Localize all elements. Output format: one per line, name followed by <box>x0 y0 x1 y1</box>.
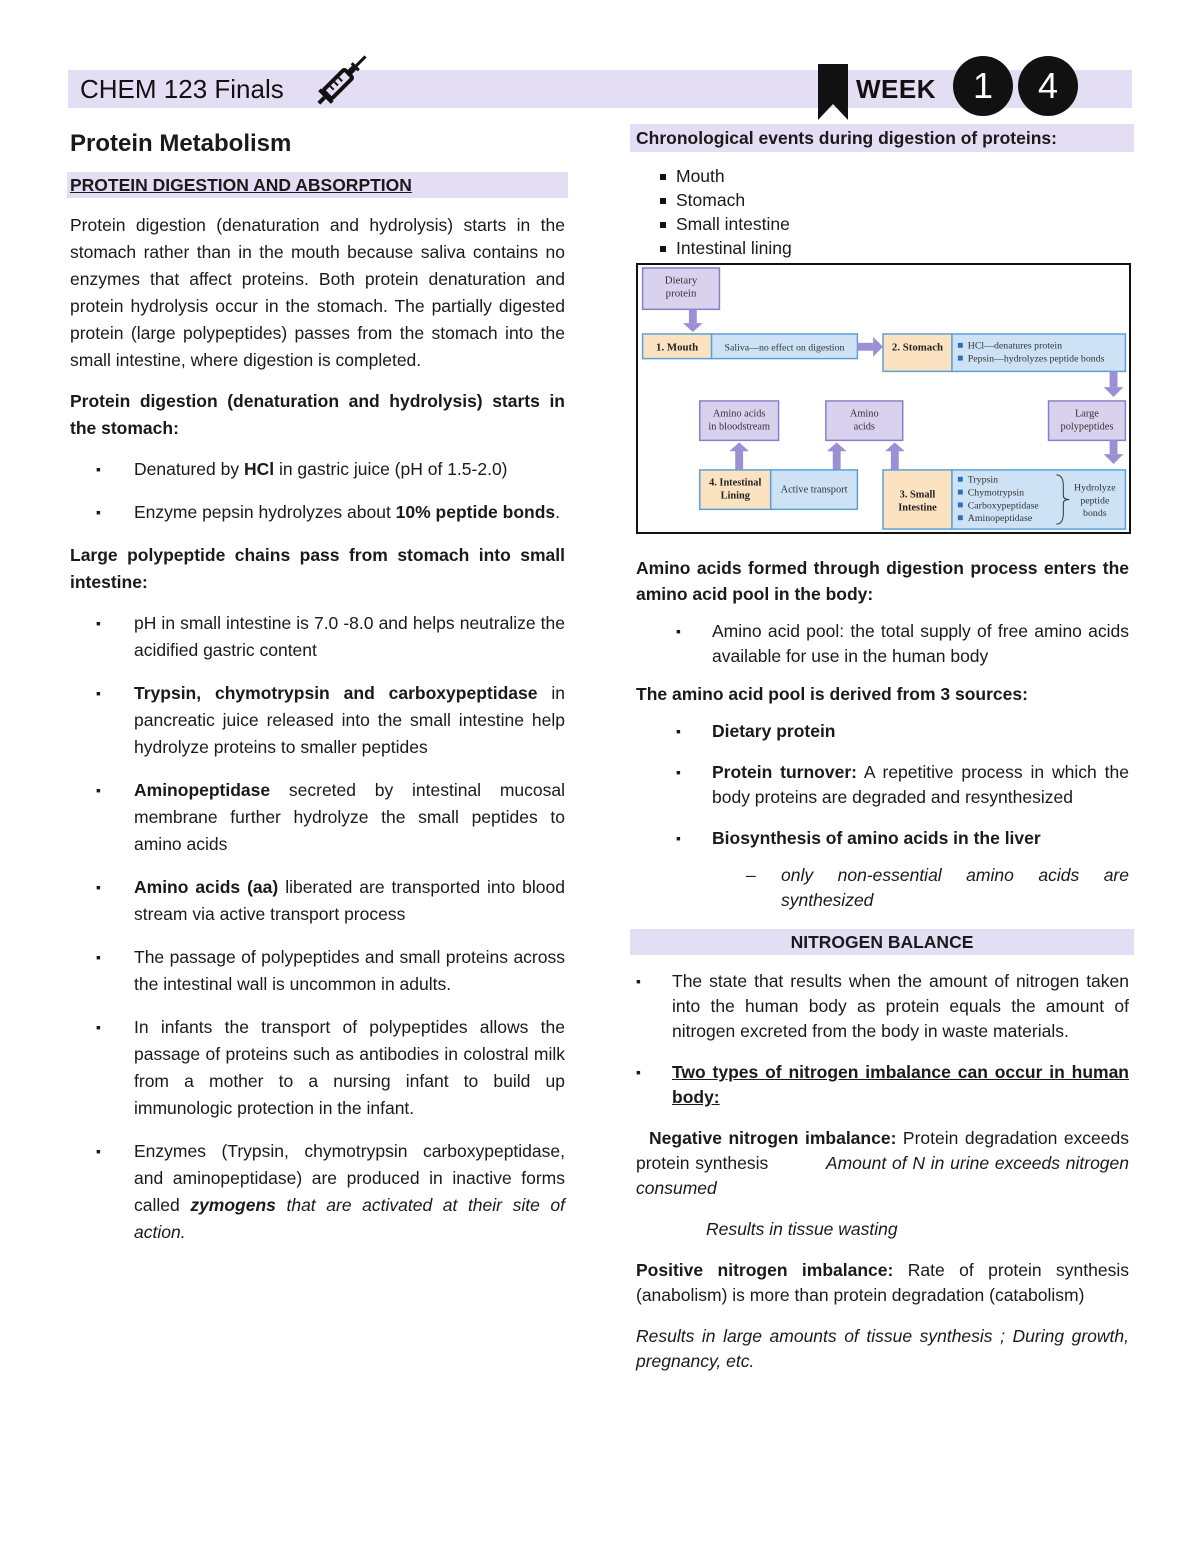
bullet-icon: ▪ <box>96 1143 101 1159</box>
intro-paragraph: Protein digestion (denaturation and hydrolysis) starts in the stomach rather than in the mouth because saliva contains no enzymes that affect proteins. Both protein denaturation and protein hydrolysis occur in the stomach. The partially digested protein (large polypeptides) passes from the stomach into the small intestine, where digestion is completed. <box>70 215 565 370</box>
course-title: CHEM 123 Finals <box>80 74 284 104</box>
left-column <box>70 128 565 1262</box>
stomach-note-1: HCl—denatures protein <box>967 340 1063 352</box>
bullet-icon: ▪ <box>636 1064 641 1080</box>
stomach-note-2: Pepsin—hydrolyzes peptide bonds <box>967 353 1105 365</box>
nitrogen-list <box>636 969 1129 1110</box>
saliva-label: Saliva—no effect on digestion <box>724 342 845 354</box>
week-digit-1: 1 <box>953 56 1013 116</box>
list-item: Mouth <box>660 164 1129 188</box>
pool-heading: Amino acids formed through digestion process enters the amino acid pool in the body: <box>636 558 1129 604</box>
right-column-top <box>636 124 1129 260</box>
small-label-2: Intestine <box>898 502 937 514</box>
hydrolyze-1: Hydrolyze <box>1074 482 1116 494</box>
aa-label-1: Amino <box>849 408 879 420</box>
dietary-label-2: protein <box>665 287 697 300</box>
nitrogen-balance-heading: NITROGEN BALANCE <box>630 929 1134 955</box>
stomach-label: 2. Stomach <box>891 341 944 354</box>
week-digit-2: 4 <box>1018 56 1078 116</box>
small-label-1: 3. Small <box>899 489 936 501</box>
aa-label-2: acids <box>853 421 875 433</box>
list-item: ▪ pH in small intestine is 7.0 -8.0 and helps neutralize the acidified gastric content <box>70 610 565 664</box>
intestine-heading: Large polypeptide chains pass from stomach into small intestine: <box>70 545 565 592</box>
bullet-icon <box>660 246 666 252</box>
hydrolyze-3: bonds <box>1083 508 1107 520</box>
list-item: ▪ Two types of nitrogen imbalance can occur in human body: <box>636 1062 1129 1107</box>
bullet-icon: ▪ <box>96 685 101 701</box>
list-item: ▪ Denatured by HCl in gastric juice (pH of 1.5-2.0) <box>70 456 565 483</box>
lining-label-1: 4. Intestinal <box>709 477 762 489</box>
active-transport-label: Active transport <box>780 484 848 496</box>
enzyme-4: Aminopeptidase <box>967 513 1033 525</box>
list-item: ▪ Enzymes (Trypsin, chymotrypsin carboxypeptidase, and aminopeptidase) are produced in inactive forms called zymogens that are activated at their site of action. <box>70 1138 565 1246</box>
list-item: ▪ Amino acid pool: the total supply of free amino acids available for use in the human body <box>676 621 1129 666</box>
bullet-icon: ▪ <box>676 764 681 780</box>
mouth-label: 1. Mouth <box>656 341 699 354</box>
negative-imbalance: Negative nitrogen imbalance: Protein degradation exceeds protein synthesis Amount of N in urine exceeds nitrogen consumed <box>636 1128 1130 1198</box>
bullet-icon: ▪ <box>96 782 101 798</box>
intestine-list <box>70 610 565 1246</box>
list-item: ▪ Biosynthesis of amino acids in the liver <box>636 826 1129 851</box>
bullet-icon: ▪ <box>96 949 101 965</box>
enzyme-1: Trypsin <box>967 474 999 486</box>
sources-heading: The amino acid pool is derived from 3 sources: <box>636 684 1028 704</box>
list-item: ▪ The passage of polypeptides and small proteins across the intestinal wall is uncommon in adults. <box>70 944 565 998</box>
sources-list <box>636 719 1129 851</box>
page-title: Protein Metabolism <box>70 130 292 157</box>
digestion-diagram <box>636 263 1131 534</box>
hydrolyze-2: peptide <box>1080 495 1110 507</box>
bookmark-icon <box>816 64 850 120</box>
dash-icon: – <box>746 865 756 885</box>
bullet-icon: ▪ <box>676 623 681 639</box>
negative-result: Results in tissue wasting <box>706 1219 898 1239</box>
positive-imbalance: Positive nitrogen imbalance: Rate of protein synthesis (anabolism) is more than protein degradation (catabolism) <box>636 1260 1129 1305</box>
section-heading: PROTEIN DIGESTION AND ABSORPTION <box>67 172 568 198</box>
stomach-heading: Protein digestion (denaturation and hydrolysis) starts in the stomach: <box>70 391 565 438</box>
list-item: ▪ Enzyme pepsin hydrolyzes about 10% peptide bonds. <box>70 499 565 526</box>
stomach-list <box>70 456 565 526</box>
events-heading: Chronological events during digestion of proteins: <box>630 124 1134 152</box>
positive-result: Results in large amounts of tissue synthesis ; During growth, pregnancy, etc. <box>636 1326 1129 1371</box>
bullet-icon: ▪ <box>96 1019 101 1035</box>
bullet-icon: ▪ <box>636 973 641 989</box>
bullet-icon <box>660 174 666 180</box>
list-item: ▪ Protein turnover: A repetitive process in which the body proteins are degraded and resynthesized <box>676 762 1129 807</box>
list-item: ▪ In infants the transport of polypeptides allows the passage of proteins such as antibodies in colostral milk from a mother to a nursing infant to build up immunologic protection in the infant. <box>70 1014 565 1122</box>
list-item: Stomach <box>660 188 1129 212</box>
bullet-icon <box>660 222 666 228</box>
list-item: ▪ Dietary protein <box>636 719 1129 744</box>
list-item: ▪ Amino acids (aa) liberated are transported into blood stream via active transport process <box>70 874 565 928</box>
list-item: Intestinal lining <box>660 236 1129 260</box>
enzyme-2: Chymotrypsin <box>967 487 1025 499</box>
sub-item: – only non-essential amino acids are synthesized <box>746 865 1129 910</box>
right-column-bottom <box>636 555 1129 1390</box>
pool-list <box>636 619 1129 669</box>
aa-blood-label-2: in bloodstream <box>708 421 770 433</box>
events-list <box>660 164 1129 260</box>
bullet-icon: ▪ <box>96 461 101 477</box>
large-poly-label-1: Large <box>1074 408 1099 420</box>
aa-blood-label-1: Amino acids <box>712 408 766 420</box>
list-item: ▪ The state that results when the amount of nitrogen taken into the human body as protein equals the amount of nitrogen excreted from the body in waste materials. <box>636 971 1129 1041</box>
bullet-icon: ▪ <box>676 723 681 739</box>
enzyme-3: Carboxypeptidase <box>967 500 1039 512</box>
lining-label-2: Lining <box>720 490 750 502</box>
syringe-icon <box>312 44 378 110</box>
list-item: ▪ Trypsin, chymotrypsin and carboxypeptidase in pancreatic juice released into the small intestine help hydrolyze proteins to smaller peptides <box>70 680 565 761</box>
list-item: ▪ Aminopeptidase secreted by intestinal mucosal membrane further hydrolyze the small peptides to amino acids <box>70 777 565 858</box>
large-poly-label-2: polypeptides <box>1060 421 1114 433</box>
bullet-icon <box>660 198 666 204</box>
list-item: Small intestine <box>660 212 1129 236</box>
bullet-icon: ▪ <box>96 504 101 520</box>
week-label: WEEK <box>856 74 936 104</box>
bullet-icon: ▪ <box>676 830 681 846</box>
bullet-icon: ▪ <box>96 615 101 631</box>
dietary-label-1: Dietary <box>664 274 698 287</box>
bullet-icon: ▪ <box>96 879 101 895</box>
